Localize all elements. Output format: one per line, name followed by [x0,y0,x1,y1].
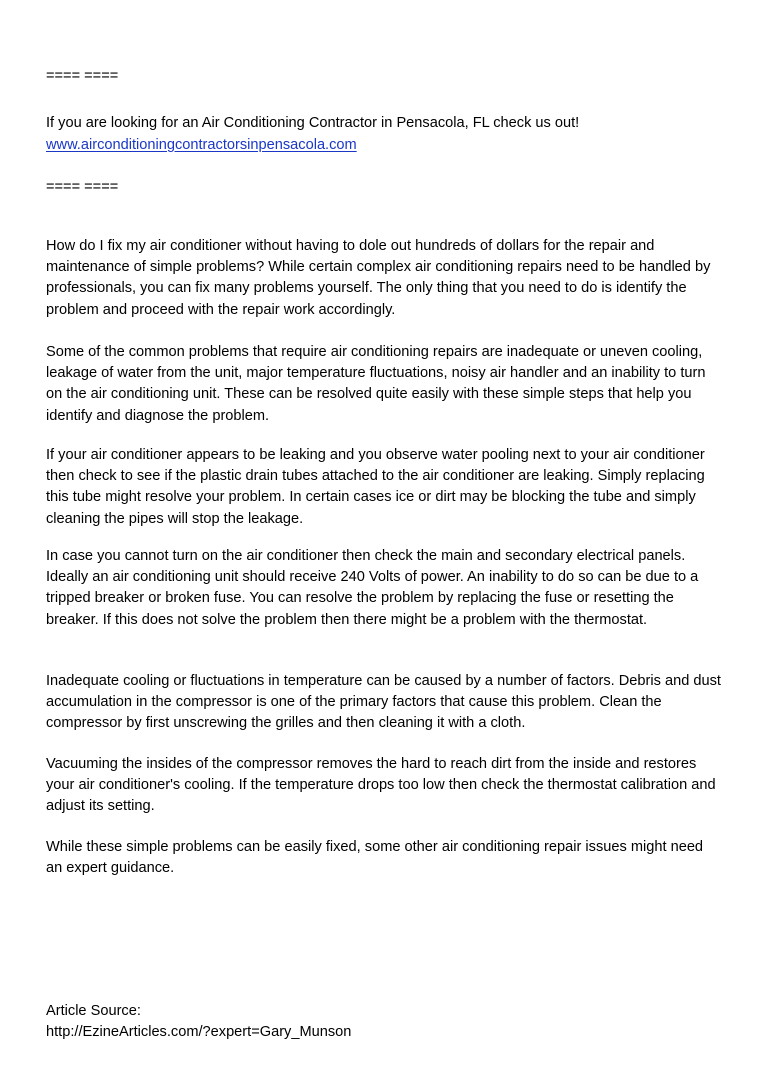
promo-link[interactable]: www.airconditioningcontractorsinpensacola.com [46,137,357,153]
article-source-url: http://EzineArticles.com/?expert=Gary_Munson [46,1024,352,1040]
paragraph-power: In case you cannot turn on the air conditioner then check the main and secondary electrical panels. Ideally an air conditioning unit should receive 240 Volts of power. An inability to do so can be due to a tripped breaker or broken fuse. You can resolve the problem by replacing the fuse or resetting the breaker. If this does not solve the problem then there might be a problem with the thermostat. [46,548,699,628]
article-source-label: Article Source: [46,1003,141,1019]
separator-top: ==== ==== [46,68,119,84]
separator-bottom: ==== ==== [46,179,119,195]
paragraph-closing: While these simple problems can be easily fixed, some other air conditioning repair issues might need an expert guidance. [46,839,704,877]
promo-text: If you are looking for an Air Conditioning Contractor in Pensacola, FL check us out! [46,115,580,131]
paragraph-leaking: If your air conditioner appears to be leaking and you observe water pooling next to your air conditioner then check to see if the plastic drain tubes attached to the air conditioner are leaking. Simply replacing this tube might resolve your problem. In certain cases ice or dirt may be blocking the tube and simply cleaning the pipes will stop the leakage. [46,447,705,527]
paragraph-common-problems: Some of the common problems that require air conditioning repairs are inadequate or uneven cooling, leakage of water from the unit, major temperature fluctuations, noisy air handler and an inability to turn on the air conditioning unit. These can be resolved quite easily with these simple steps that help you identify and diagnose the problem. [46,344,706,424]
paragraph-intro: How do I fix my air conditioner without having to dole out hundreds of dollars for the repair and maintenance of simple problems? While certain complex air conditioning repairs need to be handled by professionals, you can fix many problems yourself. The only thing that you need to do is identify the problem and proceed with the repair work accordingly. [46,238,711,318]
paragraph-vacuuming: Vacuuming the insides of the compressor removes the hard to reach dirt from the inside and restores your air conditioner's cooling. If the temperature drops too low then check the thermostat calibration and adjust its setting. [46,756,716,815]
paragraph-cooling: Inadequate cooling or fluctuations in temperature can be caused by a number of factors. Debris and dust accumulation in the compressor is one of the primary factors that cause this problem. Clean the compressor by first unscrewing the grilles and then cleaning it with a cloth. [46,673,721,732]
